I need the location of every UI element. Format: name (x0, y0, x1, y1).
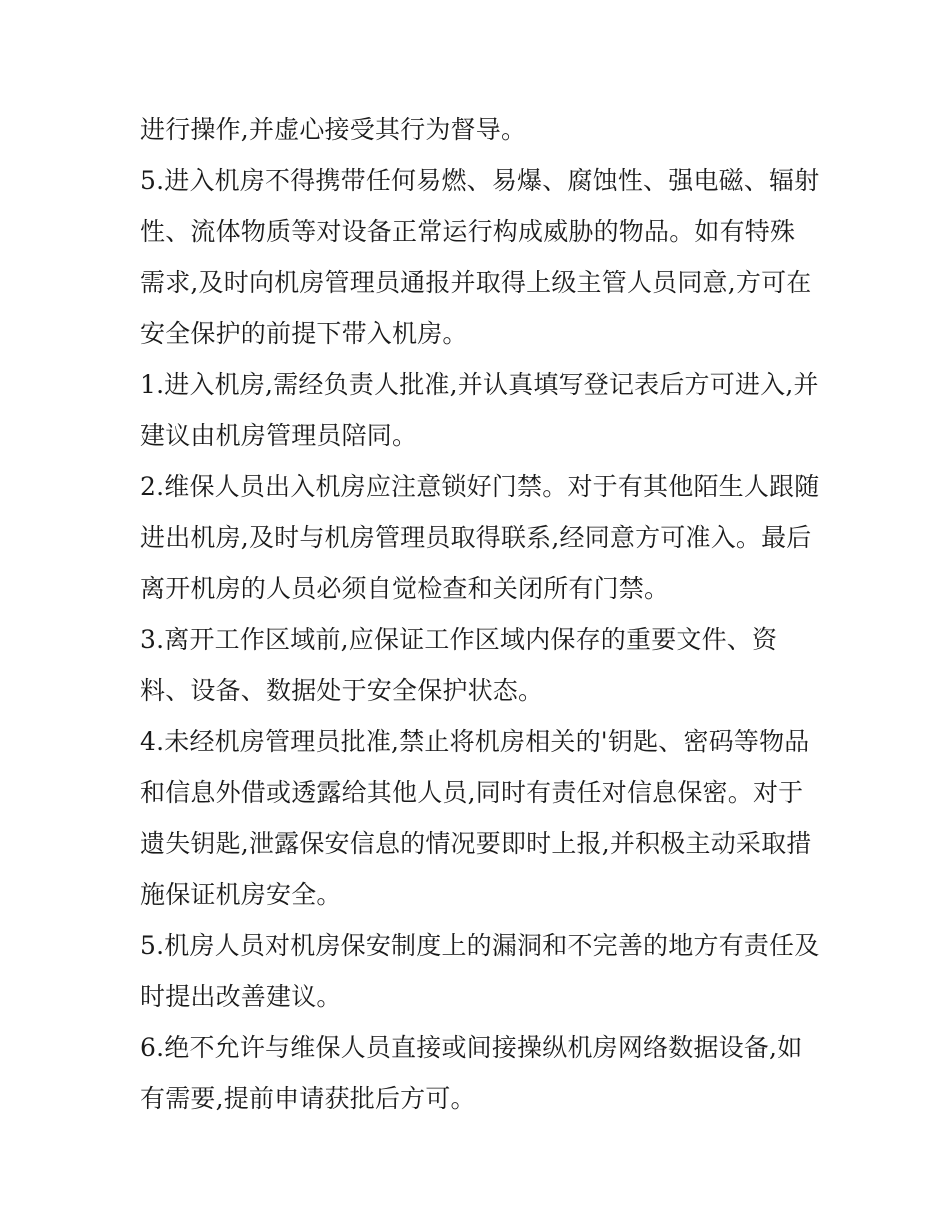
document-body (140, 104, 820, 1124)
paragraph-rule-5-items: 5.进入机房不得携带任何易燃、易爆、腐蚀性、强电磁、辐射性、流体物质等对设备正常运行构成威胁的物品。如有特殊需求,及时向机房管理员通报并取得上级主管人员同意,方可在安全保护的前提下带入机房。 (140, 166, 820, 348)
paragraph-rule-2-access-control: 2.维保人员出入机房应注意锁好门禁。对于有其他陌生人跟随进出机房,及时与机房管理员取得联系,经同意方可准入。最后离开机房的人员必须自觉检查和关闭所有门禁。 (140, 472, 820, 603)
paragraph-rule-5-suggestions: 5.机房人员对机房保安制度上的漏洞和不完善的地方有责任及时提出改善建议。 (140, 931, 820, 1011)
paragraph-continuation: 进行操作,并虚心接受其行为督导。 (140, 115, 527, 144)
paragraph-rule-6-equipment: 6.绝不允许与维保人员直接或间接操纵机房网络数据设备,如有需要,提前申请获批后方可。 (140, 1033, 803, 1113)
paragraph-rule-3-leaving: 3.离开工作区域前,应保证工作区域内保存的重要文件、资料、设备、数据处于安全保护状态。 (140, 625, 778, 705)
paragraph-rule-1-entry: 1.进入机房,需经负责人批准,并认真填写登记表后方可进入,并建议由机房管理员陪同。 (140, 370, 819, 450)
paragraph-rule-4-keys: 4.未经机房管理员批准,禁止将机房相关的'钥匙、密码等物品和信息外借或透露给其他人员,同时有责任对信息保密。对于遗失钥匙,泄露保安信息的情况要即时上报,并积极主动采取措施保证机房安全。 (140, 727, 812, 909)
